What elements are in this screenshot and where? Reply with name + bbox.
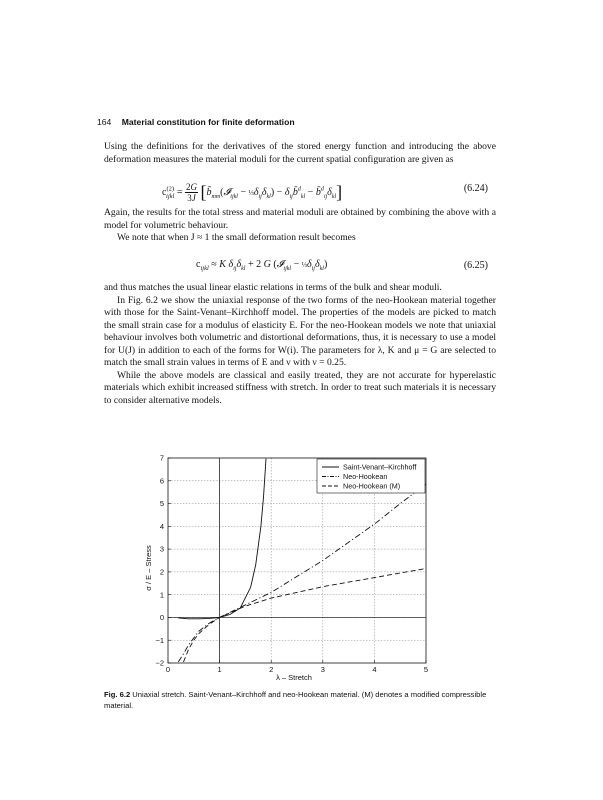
paragraph-6: While the above models are classical and easily treated, they are not accurate for hyperelastic materials which exhibit increased stiffness with stretch. In order to treat such materials it is necessary to consider alternative models. [104,369,496,406]
equation-6-24-expression: $c^{(2)}_{ijkl}$ = $\frac{2G}{3J}$ [$b̄_{mm}(𝓘_{ijkl}$ − $\frac{1}{3}\delta_{ij}\delta_{kl}$) − $\delta_{ij}b̄^d_{kl}$ − $b̄^d_{ij}\delta_{kl}$] [162,182,343,203]
y-tick-label: 7 [159,453,164,463]
x-tick-label: 5 [423,665,429,674]
legend-entry: Saint-Venant–Kirchhoff [343,462,417,472]
x-tick-label: 4 [372,665,377,674]
paragraph-4: and thus matches the usual linear elastic relations in terms of the bulk and shear moduli. [104,282,442,293]
legend-entry: Neo-Hookean (M) [343,481,401,491]
legend-entry: Neo-Hookean [343,472,388,482]
page-number: 164 [97,117,112,127]
x-tick-label: 0 [165,665,171,674]
figure-6-2 [140,450,440,685]
equation-number: (6.24) [463,183,488,194]
chart-legend [317,459,425,493]
x-tick-label: 1 [217,665,222,674]
running-title: Material constitution for finite deformation [121,117,295,127]
caption-label: Fig. 6.2 [104,690,131,699]
y-tick-label: 4 [159,521,164,531]
running-header [97,117,295,127]
stress-stretch-chart [140,450,440,685]
x-axis-label: λ – Stretch [276,673,312,682]
equation-6-25-expression: $c_{ijkl} \approx K$ $\delta_{ij}\delta_{kl} + 2$ G (𝓘$_{ijkl}$ − $\frac{1}{3}\delta_{ij}\delta_{kl}$) [196,259,328,272]
y-tick-label: 6 [159,476,164,486]
paragraph-block-2 [104,207,496,245]
equation-6-24 [104,178,496,203]
y-tick-label: 5 [159,499,164,509]
series-line-neo-hookean [178,481,426,662]
y-tick-label: 2 [159,567,164,577]
y-axis-label: σ / E – Stress [144,545,153,591]
caption-text: Uniaxial stretch. Saint-Venant–Kirchhoff and neo-Hookean material. (M) denotes a modified compressible material. [104,690,487,710]
equation-6-25 [104,255,496,277]
paragraph-block-1 [104,141,496,166]
x-tick-label: 3 [320,665,325,674]
y-tick-label: 1 [159,590,164,600]
y-tick-label: −2 [155,658,164,668]
y-tick-label: −1 [155,635,164,645]
equation-number: (6.25) [463,260,488,271]
figure-caption [104,690,496,711]
paragraph-1: Using the definitions for the derivatives of the stored energy function and introducing the above deformation measures the material moduli for the current spatial configuration are given as [104,141,496,165]
x-tick-label: 2 [269,665,274,674]
y-tick-label: 3 [159,544,164,554]
paragraph-5: In Fig. 6.2 we show the uniaxial response of the two forms of the neo-Hookean material together with those for the Saint-Venant–Kirchhoff model. The properties of the models are picked to match the small strain case for a modulus of elasticity E. For the neo-Hookean models we note that uniaxial behaviour involves both volumetric and distortional deformations, thus, it is necessary to use a model for U(J) in addition to each of the forms for W(i). The parameters for λ, K and μ = G are selected to match the small strain values in terms of E and ν with ν = 0.25. [104,294,496,368]
paragraph-2: Again, the results for the total stress and material moduli are obtained by combining the above with a model for volumetric behaviour. [104,207,496,231]
paragraph-3: We note that when J ≈ 1 the small deformation result becomes [117,232,356,243]
y-tick-label: 0 [159,613,164,623]
paragraph-block-3 [104,282,496,407]
